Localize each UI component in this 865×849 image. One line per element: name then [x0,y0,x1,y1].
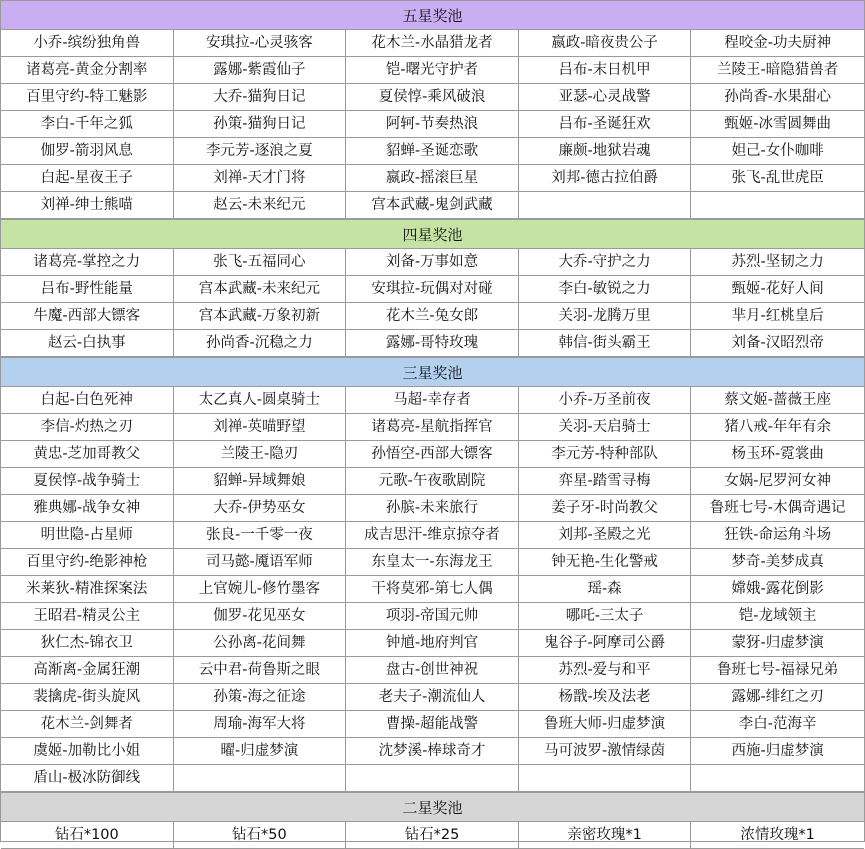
four-star-pool-row [1,303,864,330]
table-cell: 韩信-街头霸王 [519,330,692,357]
table-cell: 鲁班大师-归虚梦演 [519,711,692,738]
three-star-pool-row [1,603,864,630]
table-cell: 吕布-野性能量 [1,276,174,303]
table-cell: 弈星-踏雪寻梅 [519,468,692,495]
table-cell: 李信-灼热之刃 [1,414,174,441]
table-cell: 甄姬-冰雪圆舞曲 [691,111,864,138]
table-cell: 盾山-极冰防御线 [1,765,174,792]
table-cell: 苏烈-坚韧之力 [691,249,864,276]
table-cell: 芈月-红桃皇后 [691,303,864,330]
three-star-pool-row [1,657,864,684]
table-cell: 孙策-海之征途 [174,684,347,711]
table-cell: 瑶-森 [519,576,692,603]
table-cell: 元歌-午夜歌剧院 [346,468,519,495]
table-cell: 狄仁杰-锦衣卫 [1,630,174,657]
table-cell: 孙策-猫狗日记 [174,111,347,138]
table-cell: 露娜-哥特玫瑰 [346,330,519,357]
table-cell: 白起-白色死神 [1,387,174,414]
table-cell: 铠-曙光守护者 [346,57,519,84]
table-cell: 张飞-乱世虎臣 [691,165,864,192]
table-cell: 白起-星夜王子 [1,165,174,192]
table-cell: 苏烈-爱与和平 [519,657,692,684]
three-star-pool-row [1,387,864,414]
table-cell: 宫本武藏-鬼剑武藏 [346,192,519,219]
three-star-pool-row [1,738,864,765]
table-cell: 米莱狄-精准探案法 [1,576,174,603]
table-cell: 大乔-守护之力 [519,249,692,276]
table-cell: 鲁班七号-木偶奇遇记 [691,495,864,522]
table-cell: 曜-归虚梦演 [174,738,347,765]
three-star-pool-row [1,441,864,468]
table-cell: 花木兰-兔女郎 [346,303,519,330]
table-cell: 关羽-天启骑士 [519,414,692,441]
table-cell: 刘禅-英喵野望 [174,414,347,441]
table-cell: 雅典娜-战争女神 [1,495,174,522]
four-star-pool-row [1,249,864,276]
table-cell: 露娜-绯红之刃 [691,684,864,711]
table-cell: 诸葛亮-掌控之力 [1,249,174,276]
three-star-pool-row [1,630,864,657]
four-star-pool-row [1,330,864,357]
table-cell: 安琪拉-心灵骇客 [174,30,347,57]
table-cell: 妲己-女仆咖啡 [691,138,864,165]
table-cell: 钟无艳-生化警戒 [519,549,692,576]
table-cell: 猪八戒-年年有余 [691,414,864,441]
table-cell: 阿轲-节奏热浪 [346,111,519,138]
table-cell: 貂蝉-圣诞恋歌 [346,138,519,165]
table-cell: 干将莫邪-第七人偶 [346,576,519,603]
table-cell: 铠-龙域领主 [691,603,864,630]
table-cell: 老夫子-潮流仙人 [346,684,519,711]
table-cell: 钻石*50 [174,822,347,849]
table-cell: 貂蝉-异域舞娘 [174,468,347,495]
table-cell [174,765,347,792]
table-cell: 亲密玫瑰*1 [519,822,692,849]
three-star-pool-row [1,495,864,522]
table-cell: 鲁班七号-福禄兄弟 [691,657,864,684]
three-star-pool-row [1,549,864,576]
table-cell: 钻石*25 [346,822,519,849]
table-cell: 梦奇-美梦成真 [691,549,864,576]
table-cell: 鬼谷子-阿摩司公爵 [519,630,692,657]
table-cell: 诸葛亮-黄金分割率 [1,57,174,84]
table-cell: 刘禅-天才门将 [174,165,347,192]
five-star-pool-row [1,138,864,165]
table-cell: 钟馗-地府判官 [346,630,519,657]
table-cell: 亚瑟-心灵战警 [519,84,692,111]
table-cell: 赵云-未来纪元 [174,192,347,219]
table-cell [519,192,692,219]
three-star-pool-row [1,468,864,495]
table-cell: 吕布-末日机甲 [519,57,692,84]
table-cell: 牛魔-西部大镖客 [1,303,174,330]
four-star-pool-header: 四星奖池 [1,219,864,249]
table-cell: 关羽-龙腾万里 [519,303,692,330]
table-cell: 高渐离-金属狂潮 [1,657,174,684]
table-cell: 司马懿-魇语军师 [174,549,347,576]
table-cell: 甄姬-花好人间 [691,276,864,303]
four-star-pool-row [1,276,864,303]
table-cell: 李元芳-逐浪之夏 [174,138,347,165]
table-cell: 程咬金-功夫厨神 [691,30,864,57]
table-cell: 孙尚香-水果甜心 [691,84,864,111]
table-cell: 杨玉环-霓裳曲 [691,441,864,468]
table-cell: 明世隐-占星师 [1,522,174,549]
table-cell: 黄忠-芝加哥教父 [1,441,174,468]
five-star-pool-row [1,57,864,84]
table-cell: 曹操-超能战警 [346,711,519,738]
table-cell [346,765,519,792]
table-cell: 东皇太一-东海龙王 [346,549,519,576]
table-cell: 上官婉儿-修竹墨客 [174,576,347,603]
table-cell: 百里守约-绝影神枪 [1,549,174,576]
table-cell: 吕布-圣诞狂欢 [519,111,692,138]
table-cell: 周瑜-海军大将 [174,711,347,738]
table-cell: 廉颇-地狱岩魂 [519,138,692,165]
five-star-pool-row [1,84,864,111]
table-cell: 刘备-万事如意 [346,249,519,276]
table-cell: 夏侯惇-战争骑士 [1,468,174,495]
table-cell: 沈梦溪-棒球奇才 [346,738,519,765]
table-cell: 大乔-伊势巫女 [174,495,347,522]
table-cell: 小乔-缤纷独角兽 [1,30,174,57]
table-cell: 马可波罗-激情绿茵 [519,738,692,765]
table-cell: 赵云-白执事 [1,330,174,357]
table-cell: 太乙真人-圆桌骑士 [174,387,347,414]
table-cell: 伽罗-箭羽风息 [1,138,174,165]
table-cell: 露娜-紫霞仙子 [174,57,347,84]
table-cell: 李元芳-特种部队 [519,441,692,468]
five-star-pool-header: 五星奖池 [1,1,864,30]
table-cell: 夏侯惇-乘风破浪 [346,84,519,111]
table-cell: 裴擒虎-街头旋风 [1,684,174,711]
table-cell: 伽罗-花见巫女 [174,603,347,630]
five-star-pool-row [1,111,864,138]
table-cell: 刘禅-绅士熊喵 [1,192,174,219]
table-cell: 张飞-五福同心 [174,249,347,276]
three-star-pool-row [1,711,864,738]
table-cell: 王昭君-精灵公主 [1,603,174,630]
table-cell: 项羽-帝国元帅 [346,603,519,630]
table-cell: 蔡文姬-蔷薇王座 [691,387,864,414]
table-cell: 狂铁-命运角斗场 [691,522,864,549]
table-cell: 刘邦-圣殿之光 [519,522,692,549]
two-star-pool-header: 二星奖池 [1,792,864,822]
table-cell: 浓情玫瑰*1 [691,822,864,849]
table-cell [691,192,864,219]
table-cell: 小乔-万圣前夜 [519,387,692,414]
table-cell: 花木兰-水晶猎龙者 [346,30,519,57]
table-cell: 哪吒-三太子 [519,603,692,630]
table-cell: 钻石*100 [1,822,174,849]
table-cell: 嫦娥-露花倒影 [691,576,864,603]
table-cell: 女娲-尼罗河女神 [691,468,864,495]
table-cell: 孙膑-未来旅行 [346,495,519,522]
table-cell: 嬴政-摇滚巨星 [346,165,519,192]
table-cell: 孙尚香-沉稳之力 [174,330,347,357]
table-cell: 蒙犽-归虚梦演 [691,630,864,657]
table-cell: 大乔-猫狗日记 [174,84,347,111]
two-star-pool-row [1,822,864,849]
table-cell: 诸葛亮-星航指挥官 [346,414,519,441]
five-star-pool-row [1,192,864,219]
table-cell: 花木兰-剑舞者 [1,711,174,738]
three-star-pool-row [1,765,864,792]
table-cell: 百里守约-特工魅影 [1,84,174,111]
table-cell [519,765,692,792]
three-star-pool-header: 三星奖池 [1,357,864,387]
table-cell: 云中君-荷鲁斯之眼 [174,657,347,684]
table-cell: 刘备-汉昭烈帝 [691,330,864,357]
table-cell: 杨戬-埃及法老 [519,684,692,711]
table-cell: 公孙离-花间舞 [174,630,347,657]
table-cell: 刘邦-德古拉伯爵 [519,165,692,192]
table-cell: 孙悟空-西部大镖客 [346,441,519,468]
table-cell [691,765,864,792]
table-cell: 嬴政-暗夜贵公子 [519,30,692,57]
table-cell: 姜子牙-时尚教父 [519,495,692,522]
table-cell: 李白-范海辛 [691,711,864,738]
table-cell: 宫本武藏-未来纪元 [174,276,347,303]
three-star-pool-row [1,684,864,711]
table-cell: 李白-千年之狐 [1,111,174,138]
table-cell: 马超-幸存者 [346,387,519,414]
table-cell: 宫本武藏-万象初新 [174,303,347,330]
five-star-pool-row [1,30,864,57]
table-cell: 兰陵王-隐刃 [174,441,347,468]
table-cell: 张良-一千零一夜 [174,522,347,549]
table-cell: 西施-归虚梦演 [691,738,864,765]
table-cell: 成吉思汗-维京掠夺者 [346,522,519,549]
table-cell: 兰陵王-暗隐猎兽者 [691,57,864,84]
five-star-pool-row [1,165,864,192]
three-star-pool-row [1,522,864,549]
three-star-pool-row [1,576,864,603]
table-cell: 安琪拉-玩偶对对碰 [346,276,519,303]
table-cell: 李白-敏锐之力 [519,276,692,303]
three-star-pool-row [1,414,864,441]
table-cell: 盘古-创世神祝 [346,657,519,684]
table-cell: 虞姬-加勒比小姐 [1,738,174,765]
